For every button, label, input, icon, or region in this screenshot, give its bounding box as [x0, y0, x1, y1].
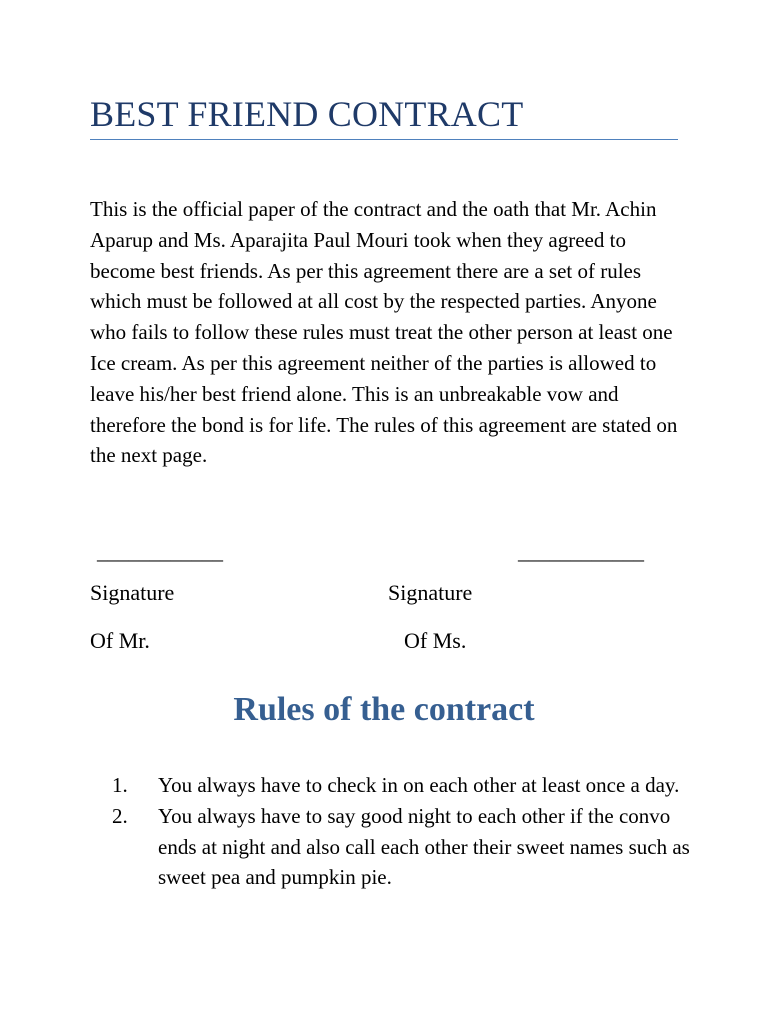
- intro-paragraph: This is the official paper of the contract and the oath that Mr. Achin Aparup and Ms. Aparajita Paul Mouri took when they agreed to become best friends. As per this agreement there are a set of rules which must be followed at all cost by the respected parties. Anyone who fails to follow these rules must treat the other person at least one Ice cream. As per this agreement neither of the parties is allowed to leave his/her best friend alone. This is an unbreakable vow and therefore the bond is for life. The rules of this agreement are stated on the next page.: [90, 197, 678, 468]
- rules-heading: Rules of the contract: [233, 691, 535, 728]
- rule-text: You always have to check in on each other at least once a day.: [158, 773, 680, 797]
- signature-label-right: Signature: [388, 580, 473, 605]
- list-item: [90, 801, 690, 893]
- signature-label-left: Signature: [90, 580, 175, 605]
- title-underline: [90, 139, 678, 140]
- signature-of-right: Of Ms.: [404, 628, 467, 653]
- rules-list: [90, 770, 690, 893]
- signature-of-left: Of Mr.: [90, 628, 150, 653]
- rule-number: 1.: [112, 773, 128, 797]
- rule-number: 2.: [112, 803, 128, 828]
- list-item: [90, 770, 690, 801]
- document-title: BEST FRIEND CONTRACT: [90, 94, 524, 134]
- signature-line-right: ____________: [518, 540, 644, 564]
- rule-text: You always have to say good night to each other if the convo ends at night and also call each other their sweet names such as sweet pea and pumpkin pie.: [158, 803, 690, 890]
- signature-line-left: ____________: [97, 540, 223, 564]
